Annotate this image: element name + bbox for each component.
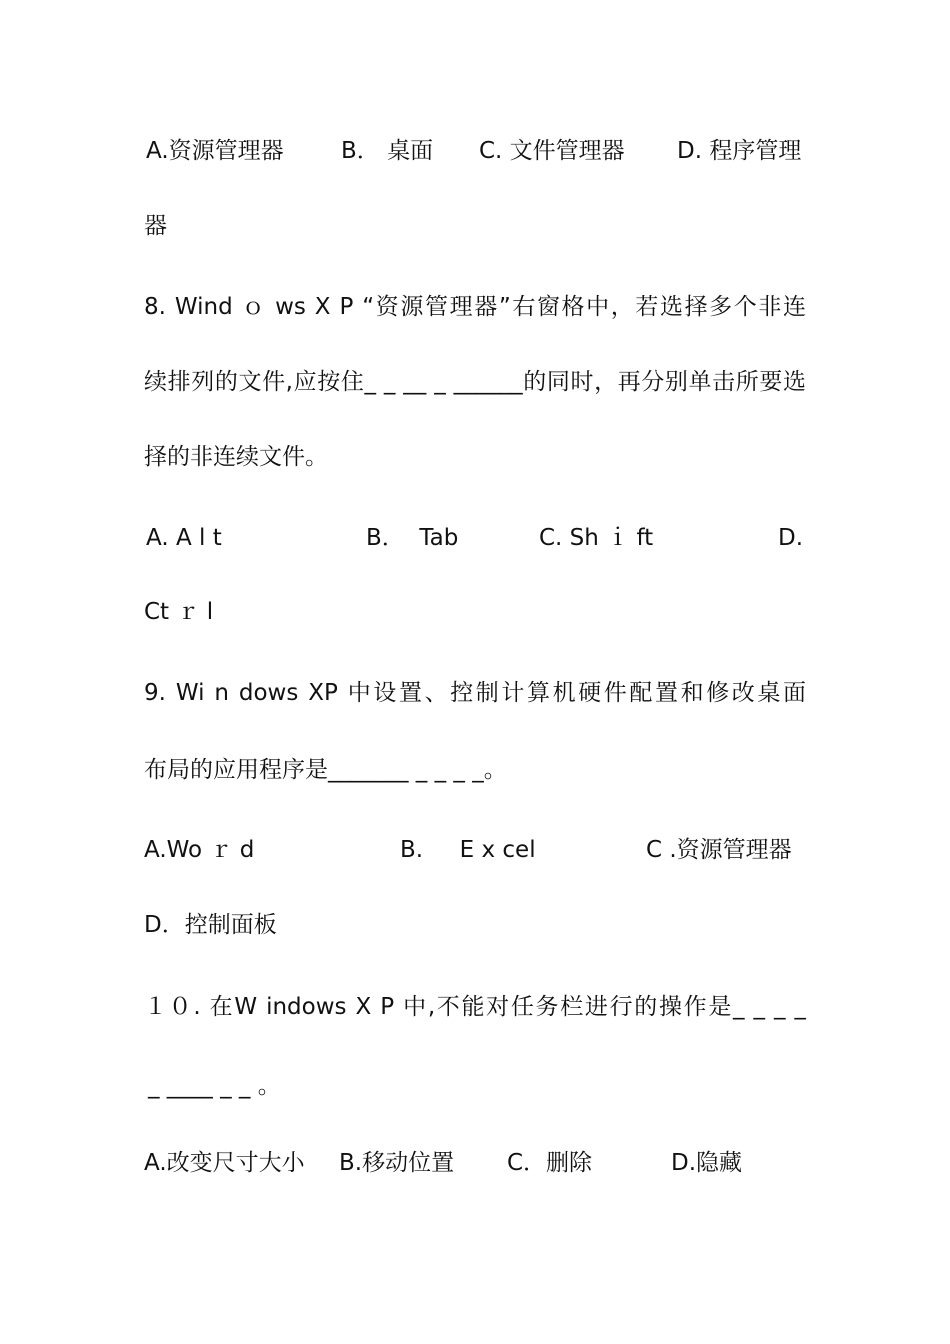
q8-options-line: [144, 518, 806, 558]
q8-text-line-3: 择的非连续文件。: [144, 444, 328, 470]
q8-option-b: B． Tab: [366, 525, 459, 551]
q8-text-line-2: 续排列的文件,应按住_ _ __ _ ______的同时，再分别单击所要选: [144, 369, 806, 395]
q7-option-d-continued: 器: [144, 213, 167, 239]
q7-option-d: D. 程序管理: [677, 138, 802, 164]
q9-options-line: [144, 830, 806, 870]
q8-option-a: A. A l t: [146, 525, 222, 551]
q9-option-a: A.Wo ｒ d: [144, 837, 255, 863]
q8-option-d: D.: [778, 525, 804, 551]
q9-option-b: B. E x cel: [400, 837, 536, 863]
q7-option-c: C. 文件管理器: [479, 138, 625, 164]
q8-option-c: C. Sh ｉ ft: [539, 525, 654, 551]
q10-text-line-2: _ ____ _ _ 。: [148, 1073, 281, 1099]
q10-text-line-1: １０. 在W indows X P 中,不能对任务栏进行的操作是_ _ _ _: [144, 994, 806, 1020]
q10-options-line: [144, 1143, 806, 1183]
q7-options-line: [144, 131, 806, 171]
q10-option-a: A.改变尺寸大小: [144, 1150, 305, 1176]
q7-option-a: A.资源管理器: [146, 138, 284, 164]
q10-option-c: C．删除: [507, 1150, 593, 1176]
q9-option-d-line: [144, 905, 806, 945]
q10-option-d: D.隐藏: [671, 1150, 743, 1176]
q8-option-d-continued: Ct ｒ l: [144, 599, 214, 625]
q7-option-b: B． 桌面: [341, 138, 434, 164]
q10-option-b: B.移动位置: [339, 1150, 455, 1176]
q9-option-c: C .资源管理器: [646, 837, 792, 863]
q9-text-line-2: 布局的应用程序是_______ _ _ _ _。: [144, 757, 507, 783]
q8-text-line-1: 8. Wind ｏ ws X P “资源管理器”右窗格中，若选择多个非连: [144, 294, 806, 320]
q9-option-d: D．控制面板: [144, 912, 277, 938]
q9-text-line-1: 9. Wi n dows XP 中设置、控制计算机硬件配置和修改桌面: [144, 680, 806, 706]
